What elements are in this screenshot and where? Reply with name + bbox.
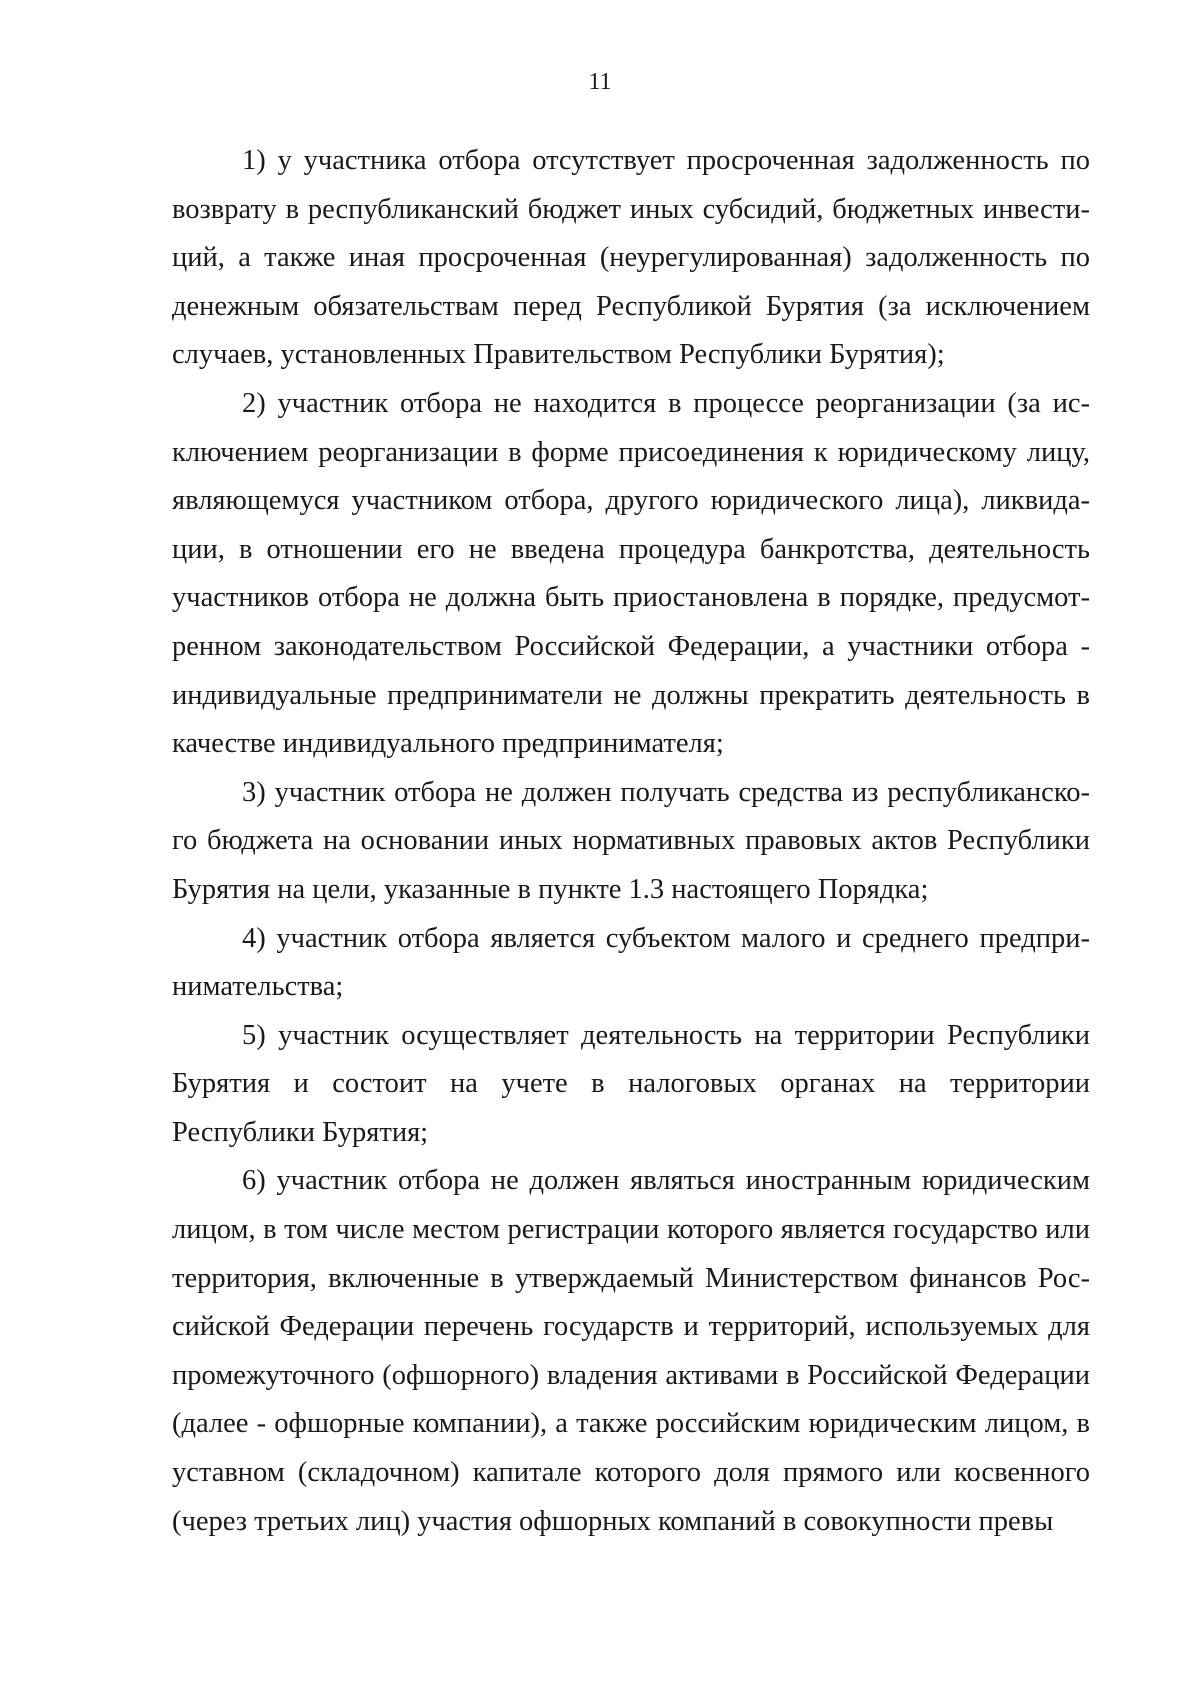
paragraph-item-6: 6) участник отбора не должен являться иностранным юридическим лицом, в том числе местом регистрации которого является государство или территория, включенные в утверждаемый Министерством финансов Российской Федерации перечень государств и территорий, используемых для промежуточного (офшорного) владения активами в Российской Федерации (далее - офшорные компании), а также российским юридическим лицом, в уставном (складочном) капитале которого доля прямого или косвенного (через третьих лиц) участия офшорных компаний в совокупности превы bbox=[172, 1165, 1090, 1537]
paragraph-item-1: 1) у участника отбора отсутствует просроченная задолженность по возврату в республиканский бюджет иных субсидий, бюджетных инвестиций, а также иная просроченная (неурегулированная) задолженность по денежным обязательствам перед Республикой Бурятия (за исключением случаев, установленных Правительством Республики Бурятия); bbox=[172, 145, 1090, 371]
paragraph-item-5: 5) участник осуществляет деятельность на территории Республики Бурятия и состоит на учете в налоговых органах на территории Республики Бурятия; bbox=[172, 1019, 1090, 1148]
document-body bbox=[172, 137, 1090, 1546]
page-number: 11 bbox=[588, 69, 612, 95]
paragraph-item-3: 3) участник отбора не должен получать средства из республиканского бюджета на основании иных нормативных правовых актов Республики Бурятия на цели, указанные в пункте 1.3 настоящего Порядка; bbox=[172, 776, 1090, 905]
paragraph-item-4: 4) участник отбора является субъектом малого и среднего предпринимательства; bbox=[172, 922, 1090, 1003]
paragraph-item-2: 2) участник отбора не находится в процессе реорганизации (за исключением реорганизации в форме присоединения к юридическому лицу, являющемуся участником отбора, другого юридического лица), ликвидации, в отношении его не введена процедура банкротства, деятельность участников отбора не должна быть приостановлена в порядке, предусмотренном законодательством Российской Федерации, а участники отбора - индивидуальные предприниматели не должны прекратить деятельность в качестве индивидуального предпринимателя; bbox=[172, 387, 1090, 760]
